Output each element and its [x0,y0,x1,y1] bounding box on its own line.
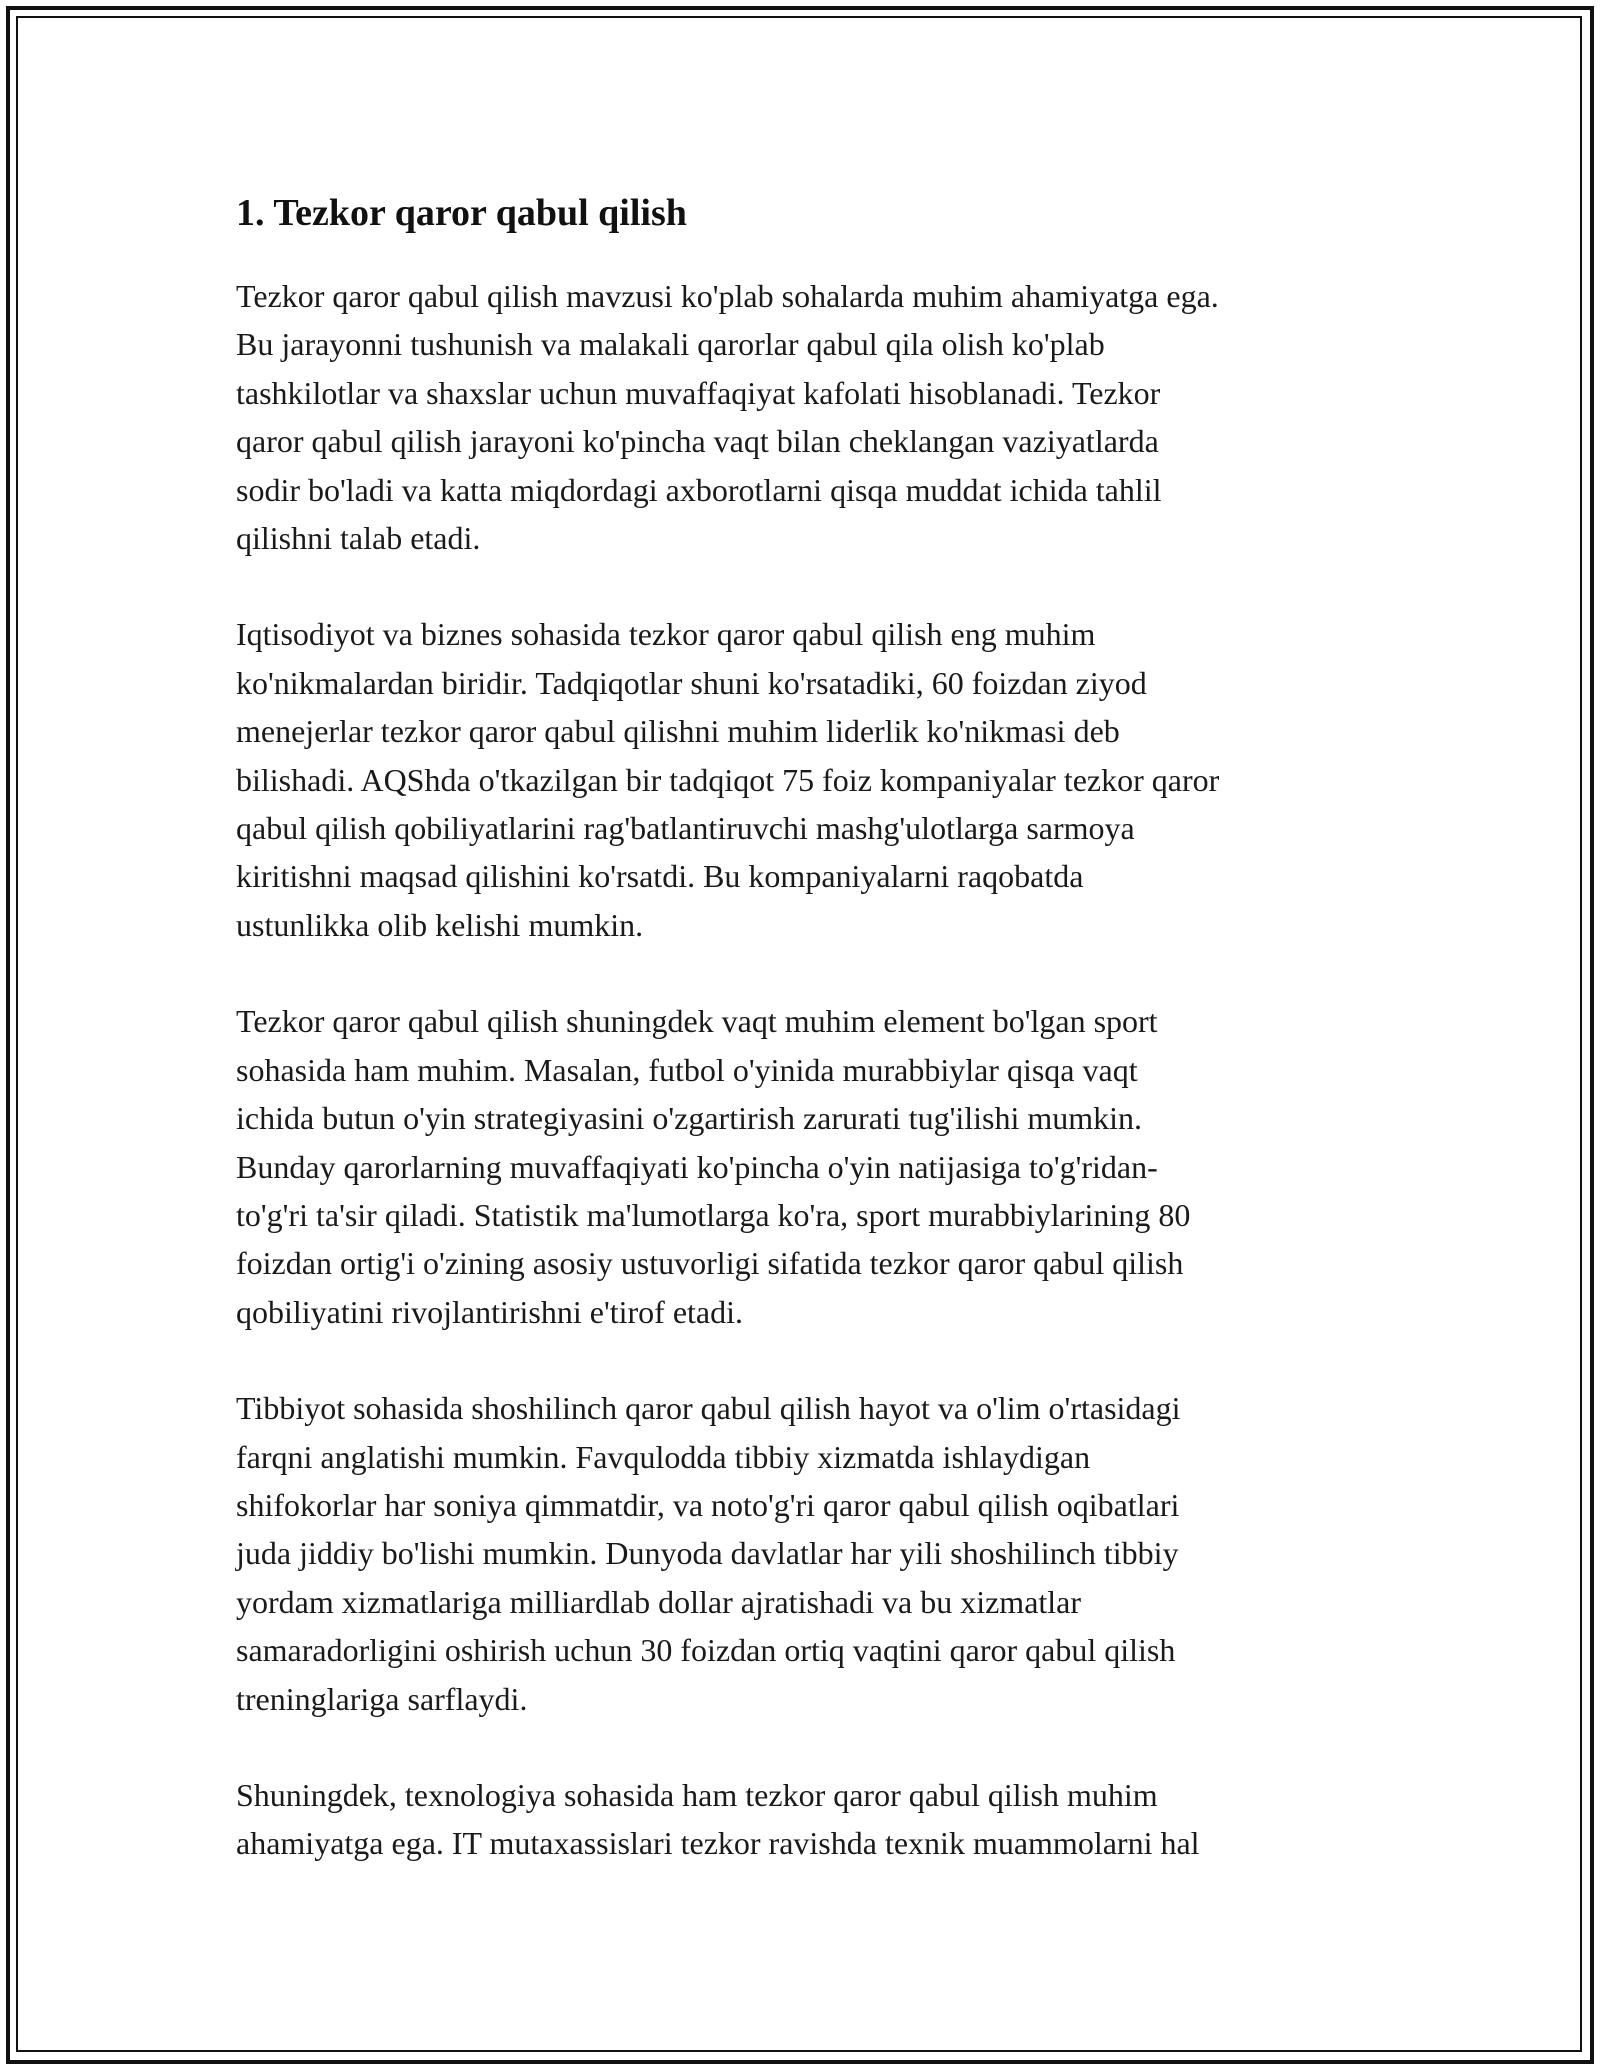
text-line: shifokorlar har soniya qimmatdir, va noto'g'ri qaror qabul qilish oqibatlari [236,1486,1180,1523]
text-line: juda jiddiy bo'lishi mumkin. Dunyoda davlatlar har yili shoshilinch tibbiy [236,1535,1179,1572]
document-page [236,188,1366,1916]
text-line: Iqtisodiyot va biznes sohasida tezkor qaror qabul qilish eng muhim [236,616,1096,653]
text-line: kiritishni maqsad qilishini ko'rsatdi. Bu kompaniyalarni raqobatda [236,858,1084,895]
text-line: qabul qilish qobiliyatlarini rag'batlantiruvchi mashg'ulotlarga sarmoya [236,810,1135,847]
paragraph-intro [236,272,1366,562]
paragraph-economy [236,610,1366,949]
text-line: Bu jarayonni tushunish va malakali qarorlar qabul qila olish ko'plab [236,326,1105,363]
text-line: qaror qabul qilish jarayoni ko'pincha vaqt bilan cheklangan vaziyatlarda [236,423,1159,460]
text-line: sohasida ham muhim. Masalan, futbol o'yinida murabbiylar qisqa vaqt [236,1051,1138,1088]
text-line: farqni anglatishi mumkin. Favqulodda tibbiy xizmatda ishlaydigan [236,1438,1091,1475]
text-line: Bunday qarorlarning muvaffaqiyati ko'pincha o'yin natijasiga to'g'ridan- [236,1148,1158,1185]
paragraph-medicine [236,1384,1366,1723]
text-line: ichida butun o'yin strategiyasini o'zgartirish zarurati tug'ilishi mumkin. [236,1100,1143,1137]
text-line: ustunlikka olib kelishi mumkin. [236,906,644,943]
text-line: samaradorligini oshirish uchun 30 foizdan ortiq vaqtini qaror qabul qilish [236,1632,1176,1669]
text-line: to'g'ri ta'sir qiladi. Statistik ma'lumotlarga ko'ra, sport murabbiylarining 80 [236,1196,1191,1233]
text-line: tashkilotlar va shaxslar uchun muvaffaqiyat kafolati hisoblanadi. Tezkor [236,374,1161,411]
text-line: bilishadi. AQShda o'tkazilgan bir tadqiqot 75 foiz kompaniyalar tezkor qaror [236,761,1220,798]
text-line: qilishni talab etadi. [236,520,481,557]
text-line: ahamiyatga ega. IT mutaxassislari tezkor ravishda texnik muammolarni hal [236,1825,1200,1862]
text-line: ko'nikmalardan biridir. Tadqiqotlar shuni ko'rsatadiki, 60 foizdan ziyod [236,664,1147,701]
section-heading: 1. Tezkor qaror qabul qilish [236,192,687,234]
paragraph-technology [236,1771,1366,1868]
text-line: Tezkor qaror qabul qilish mavzusi ko'plab sohalarda muhim ahamiyatga ega. [236,278,1219,314]
text-line: treninglariga sarflaydi. [236,1680,528,1717]
text-line: Tezkor qaror qabul qilish shuningdek vaqt muhim element bo'lgan sport [236,1003,1158,1040]
text-line: menejerlar tezkor qaror qabul qilishni muhim liderlik ko'nikmasi deb [236,713,1120,750]
text-line: Shuningdek, texnologiya sohasida ham tezkor qaror qabul qilish muhim [236,1776,1158,1813]
paragraph-sport [236,997,1366,1336]
text-line: foizdan ortig'i o'zining asosiy ustuvorligi sifatida tezkor qaror qabul qilish [236,1245,1184,1282]
text-line: Tibbiyot sohasida shoshilinch qaror qabul qilish hayot va o'lim o'rtasidagi [236,1390,1181,1427]
text-line: qobiliyatini rivojlantirishni e'tirof etadi. [236,1293,743,1330]
text-line: yordam xizmatlariga milliardlab dollar ajratishadi va bu xizmatlar [236,1583,1082,1620]
text-line: sodir bo'ladi va katta miqdordagi axborotlarni qisqa muddat ichida tahlil [236,471,1162,508]
